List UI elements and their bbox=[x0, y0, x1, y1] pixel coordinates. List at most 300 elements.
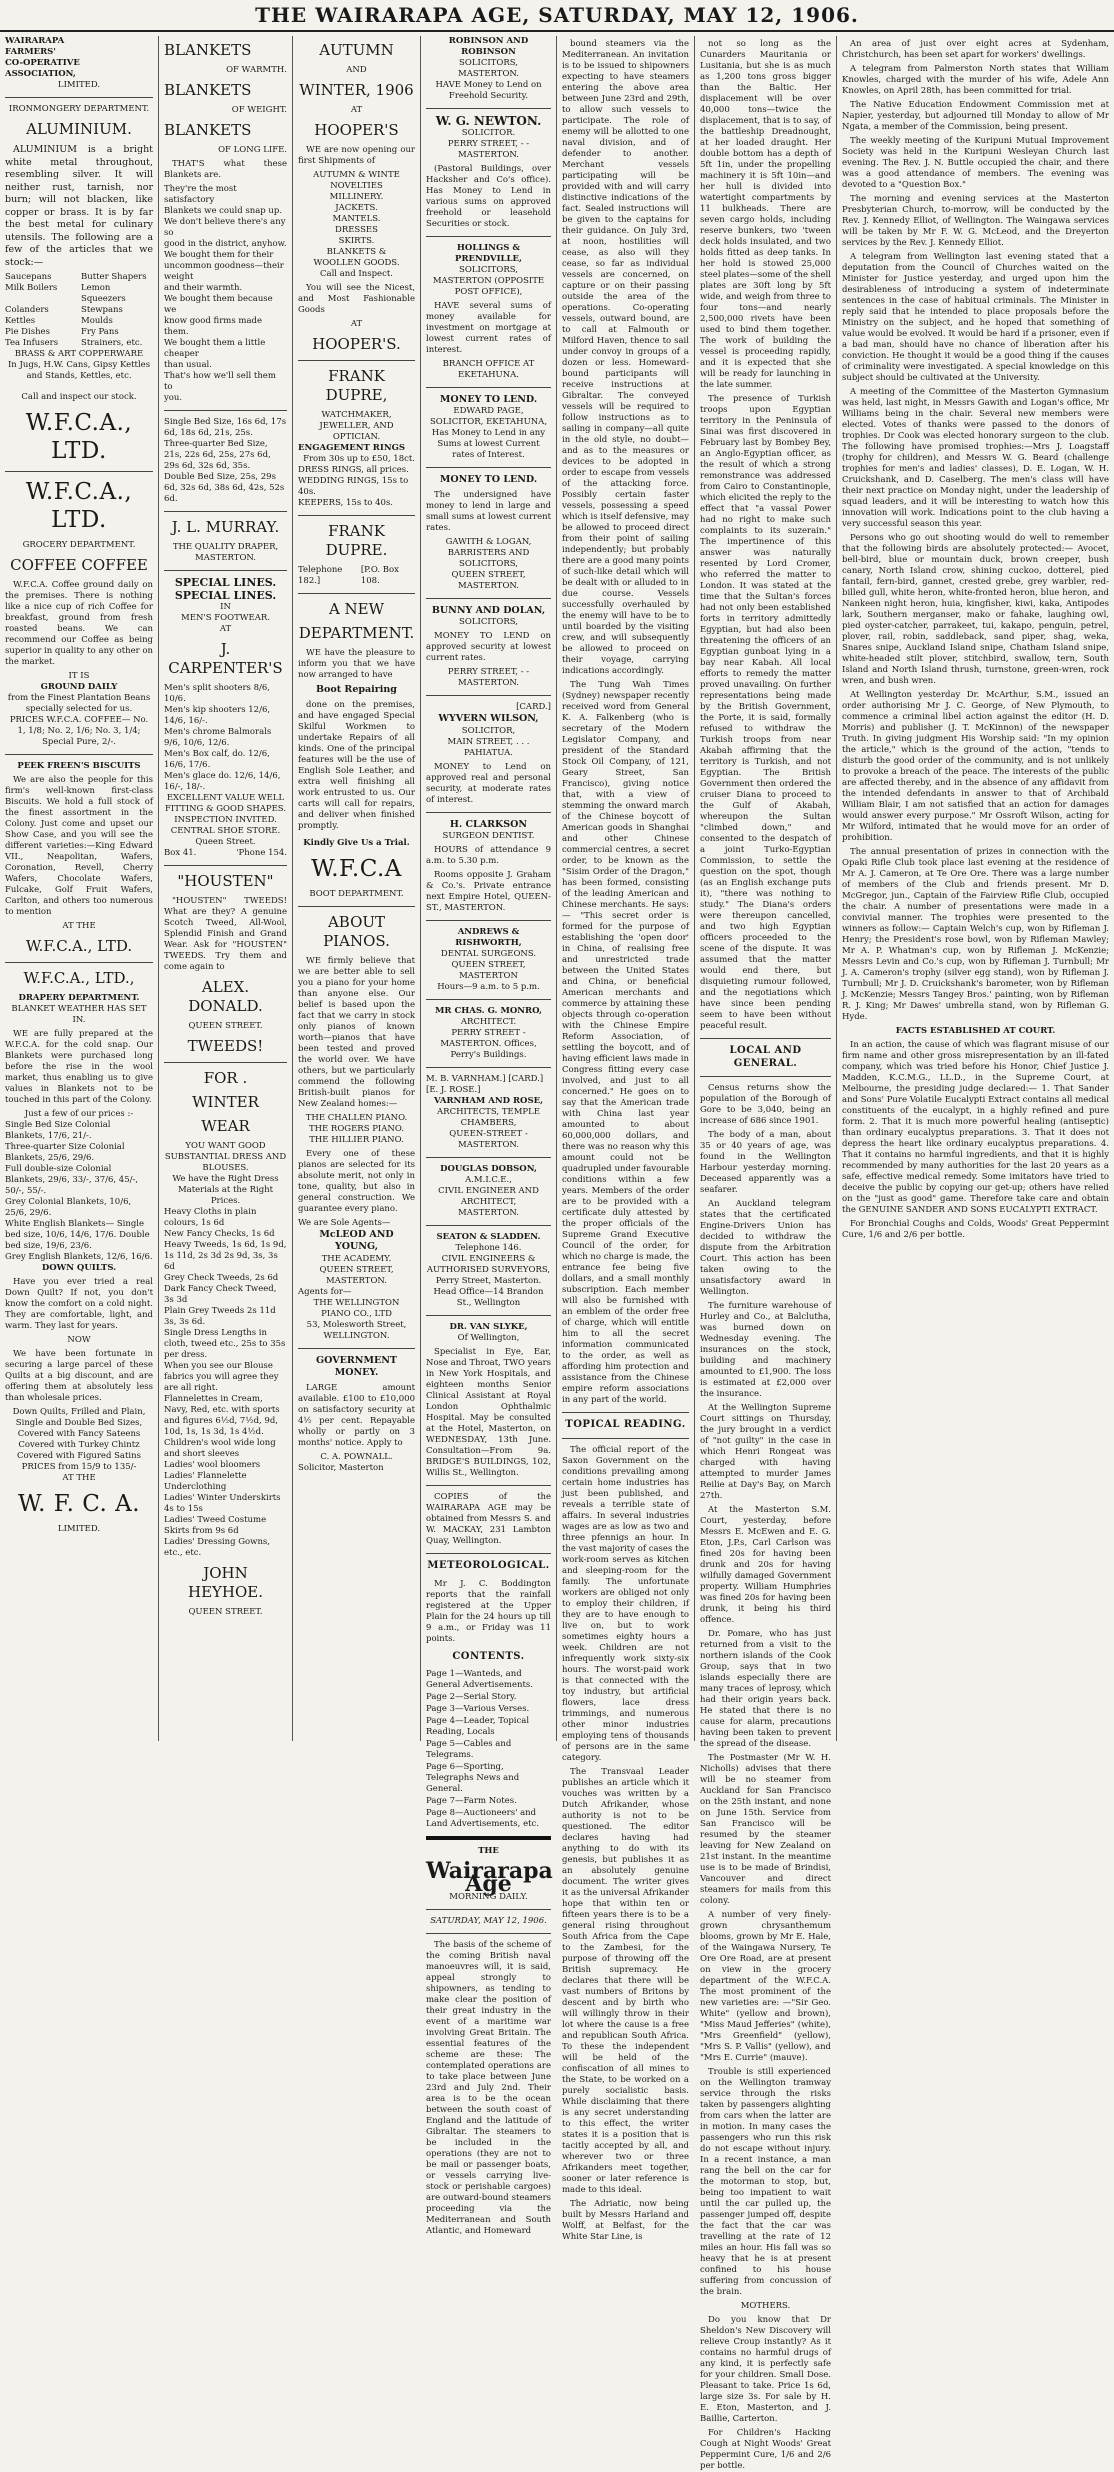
heyhoe-item: Ladies' wool bloomers bbox=[164, 1460, 261, 1470]
wfca-header-line: ASSOCIATION, bbox=[5, 69, 76, 79]
carpenter-heading: J. CARPENTER'S bbox=[168, 640, 283, 677]
weekly: The weekly meeting of the Kuripuni Mutual Improvement Society was held in the Kuripuni Wesleyan Church last evening. The Rev. J. N. Buttle occupied the chair, and there was a good attendance of members. The evening was devoted to a "Question Box." bbox=[842, 136, 1109, 190]
list-item: Pie Dishes bbox=[5, 327, 50, 337]
quilt-item: Covered with Turkey Chintz bbox=[18, 1440, 140, 1450]
at-the: AT THE bbox=[62, 921, 96, 931]
heyhoe-item: New Fancy Checks, 1s 6d bbox=[164, 1229, 275, 1239]
vanslyke-text: Specialist in Eye, Ear, Nose and Throat, TWO years in New York Hospitals, and eighteen months Senior Clinical Assistant at Royal London Ophthalmic Hospital. May be consulted at the Hotel, Masterton, on WEDNESDAY, 13th June. Consultation—From 9a. BRIDGE'S BUILDINGS, 102, Willis St., Wellington. bbox=[426, 1347, 551, 1478]
toc-item: Page 3—Various Verses. bbox=[426, 1704, 530, 1714]
blankets-1: BLANKETS bbox=[164, 41, 252, 59]
blanket-line: We bought them a little cheaper bbox=[164, 338, 266, 359]
body: The body of a man, about 35 or 40 years of age, was found in the Wellington Harbour yesterday morning. Deceased apparently was a seafarer. bbox=[700, 1130, 831, 1195]
list-item: Moulds bbox=[81, 316, 113, 326]
warmth: OF WARMTH. bbox=[226, 65, 287, 75]
rooms: Rooms opposite J. Graham & Co.'s. Private entrance next Empire Hotel, QUEEN-ST., MASTERTON. bbox=[426, 870, 551, 913]
column-3 bbox=[293, 36, 420, 1741]
blanket-line: Blankets we could snap up. bbox=[164, 206, 283, 216]
perry-2: PERRY STREET, - - MASTERTON. bbox=[447, 667, 530, 688]
hoopers: HOOPER'S bbox=[314, 121, 399, 139]
rob-text: HAVE Money to Lend on Freehold Security. bbox=[435, 80, 542, 101]
annual: The annual presentation of prizes in connection with the Opaki Rifle Club took place last evening at the residence of Mr A. J. Cameron, at Te Ore Ore. There was a large number of members of the Club and friends present. Mr D. McGregor, jun., Captain of the Fairview Rifle Club, occupied the chair. A number of presentations were made in a convivial manner. The trophies were presented to the winners as follow:— Captain Welch's cup, won by Rifleman J. Henry; the President's rose bowl, won by Rifleman Mawley; Mr A. P. Whatman's cup, won by Rifleman J. McKenzie; Messrs Levin and Co.'s cup, won by Rifleman J. Turnbull; Mr J. A. Cameron's trophy (silver egg stand), won by Rifleman J. Turnbull; Mr J. D. Cruickshank's barometer, won by Rifleman J. McKenzie; Messrs Tangey Bros.' painting, won by Rifleman R. J. King; Mr Dawes' umbrella stand, won by Rifleman G. Hyde. bbox=[842, 847, 1109, 1022]
quilt-prices: PRICES from 15/9 to 135/- bbox=[21, 1462, 137, 1472]
page-text: Has Money to Lend in any Sums at lowest Current rates of Interest. bbox=[431, 428, 546, 460]
native: The Native Education Endowment Commission met at Napier, yesterday, but adjourned till Monday to allow of Mr Ngata, a member of the Commission, being present. bbox=[842, 100, 1109, 132]
peek-heading: PEEK FREEN'S BISCUITS bbox=[17, 761, 141, 771]
heyhoe-item: Ladies' Winter Underskirts 4s to 15s bbox=[164, 1493, 281, 1514]
toc-item: Page 2—Serial Story. bbox=[426, 1692, 517, 1702]
branch: BRANCH OFFICE AT EKETAHUNA. bbox=[442, 358, 535, 380]
hollings: HOLLINGS & PRENDVILLE, bbox=[455, 242, 522, 264]
box-phone bbox=[164, 848, 287, 859]
coffee-heading: COFFEE COFFEE bbox=[10, 556, 148, 574]
winter-1906: WINTER, 1906 bbox=[299, 81, 414, 99]
tung-wah: The Tung Wah Times (Sydney) newspaper recently received word from General K. A. Falkenberg (who is secretary of the Modern Legislator Company, and president of the Standard Stock Oil Company, of 121, Geary Street, San Francisco), giving notice that, with a view of stemming the onward march of the Chinese boycott of American goods in Shanghai and other Chinese commercial centres, a secret order, to be known as the "Sisim Order of the Dragon," has been formed, consisting of the leading American and Chinese merchants. He says:— "This secret order is formed for the purpose of establishing the 'open door' in China, of realising free and unrestricted trade between the United States and China, or beneficial American merchants and commerce by attaining these objects through co-operation with the Chinese Empire Reform Association, of settling the boycott, and of having efficient laws made in Congress fitting every case involved, and just to all concerned." He goes on to say that the American trade with China last year amounted to about 60,000,000 dollars, and there was no reason why this amount could not be quadrupled under favourable conditions within a few years. Members of the order are to be provided with a certificate duly attested by the proper officials of the Supreme Grand Executive Council of the order, for which no charge is made, the entrance fee being five dollars, and a small monthly subscription. Each member will also be furnished with an emblem of the order free of charge, which will entitle him to all the secret information communicated to the order, as well as affording him protection and assistance from the Chinese empire reform associations in any part of the world. bbox=[562, 680, 689, 1405]
the: THE bbox=[478, 1846, 499, 1856]
shoe-item: Men's glace do. 12/6, 14/6, 16/-, 18/-. bbox=[164, 771, 281, 792]
furniture: The furniture warehouse of Hurley and Co., at Balclutha, was burned down on Wednesday evening. The insurances on the stock, building and machinery amounted to £1,900. The loss is estimated at £2,000 over the insurance. bbox=[700, 1301, 831, 1399]
heyhoe-item: Plain Grey Tweeds 2s 11d 3s, 3s 6d. bbox=[164, 1306, 276, 1327]
inspection: INSPECTION INVITED. bbox=[174, 815, 277, 825]
now-text: We have been fortunate in securing a large parcel of these Quilts at a big discount, and are offering them at absolutely less than wholesale prices. bbox=[5, 1349, 153, 1403]
wellington-piano: THE WELLINGTON PIANO CO., LTD bbox=[313, 1297, 400, 1319]
mcleod: McLEOD AND YOUNG, bbox=[319, 1228, 394, 1252]
heyhoe-item: Ladies' Dressing Gowns, etc., etc. bbox=[164, 1537, 270, 1558]
facts: FACTS ESTABLISHED AT COURT. bbox=[895, 1026, 1056, 1036]
piano-item: THE CHALLEN PIANO. bbox=[305, 1112, 408, 1123]
weight: OF WEIGHT. bbox=[231, 105, 287, 115]
queen-st: QUEEN STREET, MASTERTON. bbox=[451, 569, 526, 591]
perry: PERRY STREET, - - MASTERTON. bbox=[447, 138, 530, 160]
wfca-header-line: FARMERS' bbox=[5, 47, 56, 57]
blanket-line: We don't believe there's any so bbox=[164, 217, 286, 238]
peek-text: We are also the people for this firm's well-known first-class Biscuits. We hold a full stock of the finest assortment in the Colony. Just come and upset our Show Case, and you will see the different varieties:—King Edward VII., Neapolitan, Wafers, Coronation, Revell, Cherry Wafers, Chocolate Wafers, Fulcake, Golf Fruit Wafers, Carlton, and others too numerous to mention bbox=[5, 775, 153, 917]
quilt-item: Down Quilts, Frilled and Plain, Single and Double Bed Sizes, bbox=[12, 1407, 146, 1428]
copies: COPIES of the WAIRARAPA AGE may be obtained from Messrs S. and W. MACKAY, 231 Lambton Quay, Wellington. bbox=[426, 1492, 551, 1546]
piano-item: THE ROGERS PIANO. bbox=[308, 1123, 405, 1134]
tel-box bbox=[298, 565, 415, 587]
trouble: Trouble is still experienced on the Wellington tramway service through the risks taken by passengers alighting from cars when the latter are in motion. In many cases the passengers who run this risk do not escape without injury. In a recent instance, a man rang the bell on the car for the motorman to stop, but, being too impatient to wait until the car pulled up, the passenger jumped off, despite the fact that the car was travelling at the rate of 12 miles an hour. His fall was so heavy that he is at present confined to his house suffering from concussion of the brain. bbox=[700, 2067, 831, 2297]
nicest: You will see the Nicest, and Most Fashionable Goods bbox=[298, 283, 415, 315]
toc-item: Page 6—Sporting, Telegraphs News and General. bbox=[426, 1762, 520, 1794]
govt-money: GOVERNMENT MONEY. bbox=[316, 1354, 397, 1378]
blanket-weather: BLANKET WEATHER HAS SET IN. bbox=[11, 1004, 147, 1025]
brass-heading: BRASS & ART COPPERWARE bbox=[14, 349, 144, 359]
varnham-card: M. B. VARNHAM.] [CARD.] [E. J. ROSE.] bbox=[426, 1074, 544, 1095]
down-text: Have you ever tried a real Down Quilt? If not, you don't know the comfort on a cold night. They are comfortable, light, and warm. They last for years. bbox=[5, 1277, 153, 1331]
for: FOR . bbox=[203, 1069, 248, 1087]
bronchial: For Bronchial Coughs and Colds, Woods' Great Peppermint Cure, 1/6 and 2/6 per bottle. bbox=[842, 1219, 1109, 1240]
heyhoe-item: Ladies' Flannelette Underclothing bbox=[164, 1471, 247, 1492]
pownall: C. A. POWNALL. bbox=[320, 1451, 393, 1462]
solicitor: Solicitor, Masterton bbox=[298, 1462, 384, 1473]
money-1: MONEY TO LEND. bbox=[439, 393, 538, 405]
list-item: Stewpans bbox=[81, 305, 123, 315]
list-item: Colanders bbox=[5, 305, 49, 315]
wellington-tel: A telegram from Wellington last evening stated that a deputation from the Council of Churches waited on the Minister for Justice yesterday, and urged upon him the desirableness of introducing a system of indeterminate sentences in the case of habitual criminals. The Minister in reply said that he intended to place proposals before the Ministry on the subject, and he hoped that something of value would be evolved. It would be hard if a prisoner, even if a bad man, should have no chance of liberation after his conviction. He thought it would be a good thing if the causes of criminality were investigated. A special knowledge on this subject should be cultivated at the University. bbox=[842, 252, 1109, 383]
telegram: A telegram from Palmerston North states that William Knowles, charged with the murder of his wife, Adele Ann Knowles, on April 28th, has been committed for trial. bbox=[842, 64, 1109, 96]
naval-cont: bound steamers via the Mediterranean. An invitation is to be issued to shipowners expecting to have steamers entering the above area between June 23rd and 29th, to allow such vessels to participate. The role of enemy will be allotted to one naval division, and of defender to another. Merchant vessels participating will be provided with and will carry distinctive indications of the fact. Sealed instructions will be given to the captains for their guidance. On July 3rd, at noon, hostilities will cease, as also will they cease, so far as individual vessels are concerned, on capture or on their passing outside the area of the operations. Co-operating vessels, outward bound, are to call at Falmouth or Milford Haven, thence to sail under convoy in groups of a dozen or less. Homeward-bound participants will receive instructions at Gibraltar. The conveyed vessels will be required to follow instructions as to sailing in company—all quite in the old style, no doubt—and as to the measures or devices to be adopted in order to escape from vessels of the attacking force. Possibly certain faster vessels, possessing a speed which is itself defensive, may be allowed to proceed direct from their point of sailing independently; but probably there are a good many points of such-like detail which will be dealt with or alluded to in due course. Vessels successfully overhauled by the enemy will have to be to until boarded by the visiting crew, and will subsequently be allowed to proceed on their voyage, carrying indications accordingly. bbox=[562, 39, 689, 676]
few-prices: Just a few of our prices :- bbox=[24, 1109, 134, 1119]
toc-item: Page 1—Wanteds, and General Advertisements. bbox=[426, 1669, 533, 1690]
area: An area of just over eight acres at Sydenham, Christchurch, has been set apart for workers' dwellings. bbox=[842, 39, 1109, 60]
down-quilts: DOWN QUILTS. bbox=[41, 1263, 117, 1273]
ground-daily: GROUND DAILY bbox=[40, 682, 118, 692]
goods-item: SKIRTS. bbox=[338, 236, 375, 246]
heyhoe-item: Flannelettes in Cream, Navy, Red, etc. with sports and figures 6½d, 7½d, 9d, 10d, 1s, 1s 3d, 1s 4½d. bbox=[164, 1394, 280, 1437]
facts-text: In an action, the cause of which was flagrant misuse of our firm name and other gross misrepresentation by an ill-fated company, which was tried before his Honor, Chief Justice J. Madden, K.C.M.G., LL.D., in the Supreme Court, at Melbourne, the presiding judge declared:— 1. That Sander and Sons' Pure Volatile Eucalypti Extract contains all medical constituents of the eucalypt, in a highly refined and pure form. 2. That it is much more powerful healing (antiseptic) than ordinary eucalyptus preparations. 3. That it does not depress the heart like ordinary eucalyptus preparations. 4. That it contains no harmful ingredients, and that it is highly recommended by many authorities for the last 20 years as a safe, effective medical remedy. Some imitators have tried to deceive the public by copying our get-up; others have relied on the "just as good" game. Therefore take care and obtain the GENUINE SANDER AND SONS EUCALYPTI EXTRACT. bbox=[842, 1040, 1109, 1215]
seaton-tel: Telephone 146. bbox=[455, 1243, 522, 1253]
goods-item: MILLINERY. bbox=[329, 192, 384, 202]
dobson: DOUGLAS DOBSON, bbox=[440, 1164, 537, 1174]
dress-rings: DRESS RINGS, all prices. bbox=[298, 465, 409, 475]
tweeds: TWEEDS! bbox=[187, 1037, 264, 1055]
excellent: EXCELLENT VALUE WELL FITTING & GOOD SHAPES. bbox=[164, 793, 287, 814]
newton-text: (Pastoral Buildings, over Hacksher and Co's office). Has Money to Lend in various sums on approved freehold or leasehold Securities or stock. bbox=[426, 163, 551, 229]
masterton-court: At the Masterton S.M. Court, yesterday, before Messrs E. McEwen and E. G. Eton, J.P.s, Carl Carlson was fined 20s for having been drunk and 20s for having wilfully damaged Government property. William Humphries was fined 20s for having been drunk, it being his third offence. bbox=[700, 1505, 831, 1625]
page-sol: SOLICITOR, EKETAHUNA, bbox=[429, 417, 548, 427]
gymnasium: A meeting of the Committee of the Masterton Gymnasium was held, last night, in Messrs Gawith and Logan's office, Mr Williams being in the chair. Several new members were elected. Votes of thanks were passed to the donors of trophies. Dr Cook was elected honorary surgeon to the club. The following have promised trophies:—Mrs J. Loagstaff (trophy for children), and Messrs W. G. Beard (challenge trophies for men's and ladies' classes), D. E. Logan, W. H. Cruickshank, and D. Caselberg. The men's class will have their next practice on Monday night, under the leadership of squad leaders, and it will be interesting to watch how this innovation will work. Indications point to the club having a very successful season this year. bbox=[842, 387, 1109, 529]
heyhoe-item: Single Dress Lengths in cloth, tweed etc., 25s to 35s per dress. bbox=[164, 1328, 286, 1360]
monro-addr: PERRY STREET - MASTERTON. Offices, Perry's Buildings. bbox=[440, 1028, 537, 1060]
wyvern-text: MONEY to Lend on approved real and personal security, at moderate rates of interest. bbox=[426, 761, 551, 805]
wfca-drapery: W.F.C.A., LTD., bbox=[23, 969, 135, 987]
piano-item: THE HILLIER PIANO. bbox=[309, 1134, 404, 1145]
eng-price: From 30s up to £50, 18ct. bbox=[303, 454, 415, 464]
blankets-2: BLANKETS bbox=[164, 81, 252, 99]
academy: THE ACADEMY. bbox=[321, 1253, 392, 1264]
at: AT bbox=[219, 624, 232, 634]
column-2 bbox=[159, 36, 292, 1741]
list-item: Saucepans bbox=[5, 272, 52, 282]
blanket-line: We bought them because we bbox=[164, 294, 273, 315]
andrews: ANDREWS & RISHWORTH, bbox=[455, 927, 522, 948]
card: [CARD.] bbox=[516, 702, 551, 712]
leader-text: The basis of the scheme of the coming British naval manoeuvres will, it is said, appeal strongly to shipowners, as tending to make clear the position of their great industry in the event of a maritime war involving Great Britain. The essential features of the scheme are these: The contemplated operations are to take place between June 23rd and July 2nd. Their area is to be the ocean between the south coast of England and the latitude of Gibraltar. The steamers to be included in the operations (they are not to be mail or passenger boats, or vessels carrying live-stock or perishable cargoes) are outward-bound steamers proceeding via the Mediterranean and South Atlantic, and Homeward bbox=[426, 1940, 551, 2236]
column-6 bbox=[695, 36, 836, 2471]
architect: ARCHITECT. bbox=[460, 1017, 517, 1027]
morning-daily: MORNING DAILY. bbox=[449, 1892, 528, 1902]
watchmaker: WATCHMAKER, JEWELLER, AND OPTICIAN. bbox=[319, 410, 394, 442]
dental: DENTAL SURGEONS. bbox=[440, 949, 537, 959]
queen-street: Queen Street. bbox=[195, 837, 256, 847]
meteor-heading: METEOROLOGICAL. bbox=[427, 1560, 550, 1571]
size-line: Single Bed Size, 16s 6d, 17s 6d, 18s 6d, 21s, 25s. bbox=[164, 417, 287, 438]
wellington: WELLINGTON. bbox=[323, 1330, 390, 1341]
toc-item: Page 5—Cables and Telegrams. bbox=[426, 1739, 512, 1760]
price-item: Three-quarter Size Colonial Blankets, 25/6, 29/6. bbox=[5, 1142, 125, 1163]
blanket-line: than usual. bbox=[164, 360, 212, 370]
dupre-2: FRANK DUPRE. bbox=[325, 522, 388, 559]
hours: HOURS of attendance 9 a.m. to 5.30 p.m. bbox=[426, 845, 551, 866]
sessions: At the Wellington Supreme Court sittings on Thursday, the jury brought in a verdict of "not guilty" in the case in which Henri Rongeat was charged with having attempted to murder James Reilie at Day's Bay, on March 27th. bbox=[700, 1403, 831, 1501]
donald-heading: ALEX. DONALD. bbox=[188, 978, 263, 1015]
iron-dept: IRONMONGERY DEPARTMENT. bbox=[8, 104, 150, 114]
telephone: Telephone 182.] bbox=[298, 565, 343, 586]
quilt-item: Covered with Figured Satins bbox=[17, 1451, 141, 1461]
right: We have the Right Dress Materials at the Right Prices. bbox=[172, 1174, 279, 1206]
aluminium-heading: ALUMINIUM. bbox=[26, 120, 132, 138]
wfca-ltd: W.F.C.A., LTD. bbox=[25, 410, 133, 464]
it-is: IT IS bbox=[68, 671, 90, 681]
goods-item: NOVELTIES bbox=[330, 181, 383, 191]
chrysanth: A number of very finely-grown chrysanthemum blooms, grown by Mr E. Hale, of the Waingawa Nursery, Te Ore Ore Road, are at present on view in the grocery department of the W.F.C.A. The most prominent of the new varieties are: —"Sir Geo. White" (yellow and brown), "Miss Maud Jefferies" (white), "Mrs Greenfield" (yellow), "Mrs S. P. Vallis" (yellow), and "Mrs E. Currie" (mauve). bbox=[700, 1910, 831, 2063]
price-item: Single Bed Size Colonial Blankets, 17/6, 21/-. bbox=[5, 1120, 111, 1141]
agents: We are Sole Agents— bbox=[298, 1217, 391, 1228]
and: AND bbox=[346, 65, 367, 75]
solicitor: SOLICITOR. bbox=[461, 127, 516, 138]
list-item: Butter Shapers bbox=[81, 272, 147, 282]
molesworth: 53, Molesworth Street, bbox=[306, 1319, 407, 1330]
call-text: Call and inspect our stock. bbox=[21, 392, 137, 402]
toc-item: Page 7—Farm Notes. bbox=[426, 1796, 517, 1806]
queen-st-3: QUEEN-STREET - MASTERTON. bbox=[449, 1129, 528, 1150]
hacking: For Children's Hacking Cough at Night Woods' Great Peppermint Cure, 1/6 and 2/6 per bottle. bbox=[700, 2428, 831, 2471]
murray-heading: J. L. MURRAY. bbox=[171, 518, 280, 536]
list-item: Strainers, etc. bbox=[81, 338, 143, 348]
local-heading: LOCAL AND GENERAL. bbox=[729, 1045, 802, 1069]
list-item: Kettles bbox=[5, 316, 36, 326]
in: IN bbox=[220, 602, 231, 612]
solicitor-2: SOLICITOR, bbox=[461, 725, 516, 736]
hollings-addr: MASTERTON (OPPOSITE POST OFFICE), bbox=[432, 275, 545, 297]
heyhoe-item: Children's wool wide long and short sleeves bbox=[164, 1438, 276, 1459]
heyhoe-item: Grey Check Tweeds, 2s 6d bbox=[164, 1273, 279, 1283]
dupre: FRANK DUPRE, bbox=[325, 367, 388, 404]
boot-repairing: Boot Repairing bbox=[316, 684, 397, 695]
housten-text: "HOUSTEN" TWEEDS! What are they? A genuine Scotch Tweed, All-Wool, Splendid Finish and Grand Wear. Ask for "HOUSTEN" TWEEDS. Try them and come again to bbox=[164, 896, 287, 972]
coffee-text: W.F.C.A. Coffee ground daily on the premises. There is nothing like a nice cup of rich Coffee for breakfast, ground from fresh roasted beans. We can recommend our Coffee as being superior in quality to any other on the market. bbox=[5, 580, 153, 667]
at-the-2: AT THE bbox=[62, 1473, 96, 1483]
agents-for: Agents for— bbox=[298, 1286, 352, 1297]
turkish: The presence of Turkish troops upon Egyptian territory in the Peninsula of Sinai was first discovered in February last by Bombey Bey, an Anglo-Egyptian officer, as the result of which a strong remonstrance was addressed from Cairo to Constantinople, which elicited the reply to the effect that "a vassal Power had no right to make such complaints to its suzerain." The impertinence of this answer was naturally resented by Lord Cromer, who referred the matter to London. It was stated at the time that the Sultan's forces had not only been established forts in territory admittedly Egyptian, but had also been threatening the officers of an Egyptian gunboat lying in a bay near Kabah. All local efforts to remedy the matter proved unavailing. On further representations being made by the British Government, the Porte, it is said, formally refused to withdraw the Turkish troops from near Akabah affirming that the territory is Turkish, and not Egyptian. The British Government then ordered the cruiser Diana to proceed to the Gulf of Akabah, whereupon the Sultan "climbed down," and consented to the despatch of a joint Turko-Egyptian Commission, to settle the question on the spot, though (as an English exchange puts it), "there was nothing to study." The Diana's orders were thereupon cancelled, and two high Egyptian officers proceeded to the scene of the dispute. It was assumed that the matter would end there, but disquieting rumour followed, and the negotiations which have since been pending seem to have been without peaceful result. bbox=[700, 394, 831, 1031]
central-shoe: CENTRAL SHOE STORE. bbox=[170, 826, 281, 836]
blanket-line: They're the most satisfactory bbox=[164, 184, 237, 205]
size-line: Three-quarter Bed Size, 21s, 22s 6d, 25s, 27s 6d, 29s 6d, 32s 6d, 35s. bbox=[164, 439, 271, 471]
wfca-header-line: LIMITED. bbox=[57, 80, 101, 90]
sm-court: At Wellington yesterday Dr. McArthur, S.M., issued an order authorising Mr J. C. George, of New Plymouth, to commence a criminal libel action against the editor (H. D. Morris) and publisher (J. T. McKinnon) of the newspaper Truth. In giving judgment His Worship said: "In my opinion the article," which is the ground of the action, "tends to disturb the good order of the community, and is not unlikely to provoke a breach of the peace. The interests of the public are affected thereby, and in the absence of any affidavit from the intended defendants in answer to that of Archibald William Blair, I am not satisfied that an action for damages would answer every purpose." Mr Ossroft Wilson, acting for Mr Wilford, intimated that he would move for an order of prohibition. bbox=[842, 690, 1109, 843]
po-box: [P.O. Box 108. bbox=[360, 565, 399, 586]
clarkson: H. CLARKSON bbox=[449, 818, 528, 830]
solicitors-2: SOLICITORS, bbox=[459, 264, 518, 275]
blanket-line: you. bbox=[164, 393, 183, 403]
engagement: ENGAGEMENT RINGS bbox=[298, 443, 405, 453]
a-new: A NEW bbox=[328, 600, 385, 618]
column-5 bbox=[557, 36, 694, 2242]
heyhoe-heading: JOHN HEYHOE. bbox=[187, 1564, 264, 1601]
mens-footwear: MEN'S FOOTWEAR. bbox=[181, 613, 270, 623]
topical-text: The official report of the Saxon Government on the conditions prevailing among certain home industries has just been published, and reveals a terrible state of affairs. In several industries wages are as low as two and three pfennigs an hour. In the vast majority of cases the work-room serves as kitchen and sleeping-room for the family. The unfortunate workers are obliged not only to employ their children, if they are to have enough to live on, but to work sometimes eighty hours a week. Children are not infrequently work sixty-six hours. The worst-paid work is that connected with the toy industry, but artificial flowers, lace dress trimmings, and numerous other minor industries employing tens of thousands of persons are in the same category. bbox=[562, 1444, 689, 1763]
wfca-ltd-2: W.F.C.A., LTD. bbox=[25, 479, 133, 533]
goods-item: AUTUMN & WINTE bbox=[313, 170, 400, 180]
civil: CIVIL ENGINEER AND ARCHITECT, bbox=[438, 1186, 539, 1207]
price-item: Grey Colonial Blankets, 10/6, 25/6, 29/6. bbox=[5, 1197, 132, 1218]
heyhoe-item: Heavy Tweeds, 1s 6d, 1s 9d, 1s 11d, 2s 3d 2s 9d, 3s, 3s 6d bbox=[164, 1240, 287, 1272]
goods-item: MANTELS. bbox=[332, 214, 381, 224]
at-2: AT bbox=[350, 319, 363, 329]
wedding: WEDDING RINGS, 15s to 40s. bbox=[298, 476, 409, 497]
queen-st: QUEEN STREET. bbox=[188, 1021, 263, 1031]
blanket-line: good in the district, anyhow. bbox=[164, 239, 287, 249]
blanket-line: We bought them for their uncommon goodness—their weight bbox=[164, 250, 284, 282]
morning: The morning and evening services at the Masterton Presbyterian Church, to-morrow, will be conducted by the Rev. J. Kennedy Elliot, of Wellington. The Waingawa services will be taken by Mr F. W. G. McLeod, and the Dreyerton services by the Rev. J. Kennedy Elliot. bbox=[842, 194, 1109, 248]
winter: WINTER bbox=[192, 1093, 259, 1111]
wear: WEAR bbox=[201, 1117, 250, 1135]
auckland: An Auckland telegram states that the certificated Engine-Drivers Union has decided to withdraw the dispute from the Arbitration Court. This action has been taken owing to the unsatisfactory award in Wellington. bbox=[700, 1199, 831, 1297]
wfca: W.F.C.A bbox=[311, 855, 402, 882]
heyhoe-item: Heavy Cloths in plain colours, 1s 6d bbox=[164, 1207, 257, 1228]
phone-number: 'Phone 154. bbox=[236, 848, 287, 858]
wfca-header-line: WAIRARAPA bbox=[5, 36, 65, 46]
masterton-2: MASTERTON. bbox=[457, 1208, 520, 1218]
aluminium-text: ALUMINIUM is a bright white metal throughout, resembling silver. It will neither rust, tarnish, nor burn; will not blacken, like copper or brass. It is by far the best metal for culinary utensils. The following are a few of the articles that we stock:— bbox=[5, 144, 153, 268]
price-item: Grey English Blankets, 12/6, 16/6. bbox=[5, 1252, 153, 1262]
box-number: Box 41. bbox=[164, 848, 197, 858]
bunny-text: MONEY TO LEND on approved security at lowest current rates. bbox=[426, 631, 551, 663]
list-item: Tea Infusers bbox=[5, 338, 59, 348]
blanket-line: know good firms made them. bbox=[164, 316, 262, 337]
money-2: MONEY TO LEND. bbox=[439, 474, 538, 485]
queen: QUEEN STREET, MASTERTON. bbox=[319, 1264, 394, 1286]
surgeon: SURGEON DENTIST. bbox=[442, 831, 535, 841]
solicitors: SOLICITORS, bbox=[459, 58, 518, 68]
goods-item: DRESSES bbox=[335, 225, 378, 235]
hollings-text: HAVE several sums of money available for investment on mortgage at lowest current rates of interest. bbox=[426, 300, 551, 355]
pomare: Dr. Pomare, who has just returned from a visit to the northern islands of the Cook Group, says that in two islands especially there are many traces of leprosy, which had their origin years back. He stated that there is no cause for alarm, precautions having been taken to prevent the spread of the disease. bbox=[700, 1629, 831, 1749]
coffee-prices: PRICES W.F.C.A. COFFEE— No. 1, 1/8; No. 2, 1/6; No. 3, 1/4; Special Pure, 2/-. bbox=[9, 715, 149, 747]
shooting: Persons who go out shooting would do well to remember that the following birds are absolutely protected:— Avocet, bell-bird, blue or mountain duck, brown creeper, bush canary, North Island crow, shining cuckoo, dotterel, pied fantail, fern-bird, gannet, crested grebe, grey warbler, red-billed gull, white heron, white-fronted heron, blue heron, and Nankeen night heron, huia, kingfisher, kiwi, kaka, Antipodes lark, Southern merganser, mako or fahake, laughing owl, pied oyster-catcher, parrakeet, tui, kakapo, penguin, petrel, plover, rail, robin, saddleback, sand piper, shag, weka, Snares snipe, Auckland Island snipe, Chatham Island snipe, white-headed stilt plover, stitchbird, swallow, tern, South Island and North Island thrush, turnstone, green-wren, rock wren, and bush wren. bbox=[842, 533, 1109, 686]
masterton: MASTERTON. bbox=[457, 69, 520, 79]
keepers: KEEPERS, 15s to 40s. bbox=[298, 498, 394, 508]
hoopers-2: HOOPER'S. bbox=[312, 335, 401, 353]
column-1 bbox=[0, 36, 158, 1741]
seaton: SEATON & SLADDEN. bbox=[436, 1232, 541, 1242]
gawith-text: The undersigned have money to lend in large and small sums at lowest current rates. bbox=[426, 489, 551, 533]
column-7 bbox=[837, 36, 1114, 1741]
list-item: Milk Boilers bbox=[5, 283, 58, 293]
guarantee: Every one of these pianos are selected for its absolute merit, not only in tone, quality, but also in general construction. We guarantee every piano. bbox=[298, 1148, 415, 1214]
page: EDWARD PAGE, bbox=[453, 406, 524, 416]
topical-heading: TOPICAL READING. bbox=[565, 1419, 686, 1430]
age-title: Wairarapa Age bbox=[426, 1858, 553, 1897]
price-item: White English Blankets— Single bed size, 10/6, 14/6, 17/6. Double bed size, 19/6, 23/6. bbox=[5, 1219, 150, 1251]
blankets-3: BLANKETS bbox=[164, 121, 252, 139]
want: YOU WANT GOOD SUBSTANTIAL DRESS AND BLOUSES. bbox=[164, 1141, 287, 1173]
list-item: Fry Pans bbox=[81, 327, 119, 337]
robinson: ROBINSON AND ROBINSON bbox=[448, 36, 529, 57]
masterton: MASTERTON. bbox=[194, 553, 257, 563]
main: MAIN STREET, . . . PAHIATUA. bbox=[447, 736, 530, 758]
shoe-item: Men's chrome Balmorals 9/6, 10/6, 12/6. bbox=[164, 727, 272, 748]
queen-st-2: QUEEN STREET, MASTERTON bbox=[451, 960, 526, 981]
issue-date: SATURDAY, MAY 12, 1906. bbox=[430, 1916, 547, 1926]
opening: WE are now opening our first Shipments of bbox=[298, 145, 415, 166]
heyhoe-item: Ladies' Tweed Costume Skirts from 9s 6d bbox=[164, 1515, 267, 1536]
items-list bbox=[5, 272, 153, 349]
long-life: OF LONG LIFE. bbox=[218, 145, 287, 155]
column-4 bbox=[421, 36, 556, 2236]
boot-dept: BOOT DEPARTMENT. bbox=[309, 888, 404, 899]
what-text: THAT'S what these Blankets are. bbox=[164, 159, 287, 180]
housten-heading: "HOUSTEN" bbox=[177, 872, 274, 890]
shoe-item: Men's Box calf, do. 12/6, 16/6, 17/6. bbox=[164, 749, 270, 770]
wfca-final: W. F. C. A. bbox=[17, 1491, 141, 1517]
vanslyke: DR. VAN SLYKE, bbox=[449, 1322, 528, 1332]
repair-text-2: done on the premises, and have engaged Special Skilful Workmen to undertake Repairs of all kinds. One of the principal features will be the use of English Sole Leather, and extra well finishing all work entrusted to us. Our carts will call for repairs, and deliver when finished promptly. bbox=[298, 699, 415, 831]
about-pianos: ABOUT PIANOS. bbox=[323, 912, 390, 950]
wyvern: WYVERN WILSON, bbox=[438, 713, 539, 724]
barristers: BARRISTERS AND SOLICITORS, bbox=[447, 547, 530, 569]
kindly: Kindly Give Us a Trial. bbox=[303, 837, 410, 848]
meteor-text: Mr J. C. Boddington reports that the rainfall registered at the Upper Plain for the 24 hours up till 9 a.m., or Friday was 11 points. bbox=[426, 1578, 551, 1644]
repair-text: WE have the pleasure to inform you that we have now arranged to have bbox=[298, 648, 415, 680]
postmaster: The Postmaster (Mr W. H. Nicholls) advises that there will be no steamer from Auckland for San Francisco on the 25th instant, and none on June 15th. Service from San Francisco will be resumed by the steamer leaving for New Zealand on 21st instant. In the meantime use is to be made of Brindisi, Vancouver and direct steamers for mails from this colony. bbox=[700, 1753, 831, 1906]
list-item: Lemon Squeezers bbox=[81, 283, 126, 304]
shoe-item: Men's kip shooters 12/6, 14/6, 16/-. bbox=[164, 705, 271, 726]
goods-item: JACKETS. bbox=[335, 203, 378, 213]
beans: from the Finest Plantation Beans specially selected for us. bbox=[7, 693, 151, 714]
blanket-line: and their warmth. bbox=[164, 283, 243, 293]
masthead: THE WAIRARAPA AGE, SATURDAY, MAY 12, 1906. bbox=[0, 0, 1114, 32]
grocery-dept: GROCERY DEPARTMENT. bbox=[22, 540, 136, 550]
adriatic: The Adriatic, now being built by Messrs Harland and Wolff, at Belfast, for the White Star Line, is bbox=[562, 2198, 689, 2242]
contents-heading: CONTENTS. bbox=[452, 1650, 525, 1662]
wfca-ltd-3: W.F.C.A., LTD. bbox=[25, 937, 133, 955]
seaton-addr: Perry Street, Masterton. Head Office—14 Brandon St., Wellington bbox=[433, 1276, 544, 1308]
transvaal: The Transvaal Leader publishes an article which it vouches was written by a Dutch Afrikander, whose authority is not to be questioned. The editor declares having had anything to do with its genesis, but publishes it as an absolutely genuine document. The writer gives it as the universal Afrikander hope that within ten or fifteen years there is to be a general rising throughout South Africa from the Cape to the Zambesi, for the purpose of throwing off the British supremacy. He declares that there will be vast numbers of Britons by descent and by birth who will willingly throw in their lot where the cause is a free and republican South Africa. To these the independent will be held of the confiscation of all mines to the State, to be worked on a purely socialistic basis. While disclaiming that there is any secret understanding to this effect, the writer states it is a position that is tacitly accepted by all, and wherever two or three Afrikanders meet together, sooner or later reference is made to this ideal. bbox=[562, 1766, 689, 2195]
piano-text: WE firmly believe that we are better able to sell you a piano for your home than anyone else. Our belief is based upon the fact that we carry in stock only pianos of known worth—pianos that have been tested and proved the world over. We have others, but we particularly commend the following British-built pianos for New Zealand homes:— bbox=[298, 955, 415, 1109]
shoe-item: Men's split shooters 8/6, 10/6. bbox=[164, 683, 270, 704]
sheldon: Do you know that Dr Sheldon's New Discovery will relieve Croup instantly? As it contains no harmful drugs of any kind, it is perfectly safe for your children. Small Dose. Pleasant to take. Price 1s 6d, large size 3s. For sale by H. E. Eton, Masterton, and J. Baillie, Carterton. bbox=[700, 2315, 831, 2424]
heyhoe-item: When you see our Blouse fabrics you will agree they are all right. bbox=[164, 1361, 279, 1393]
limited: LIMITED. bbox=[57, 1524, 101, 1534]
census: Census returns show the population of the Borough of Gore to be 3,040, being an increase of 686 since 1901. bbox=[700, 1083, 831, 1126]
vanslyke-of: Of Wellington, bbox=[457, 1333, 520, 1343]
seaton-text: CIVIL ENGINEERS & AUTHORISED SURVEYORS, bbox=[426, 1254, 551, 1275]
at: AT bbox=[350, 105, 363, 115]
amice: A.M.I.C.E., bbox=[465, 1175, 512, 1185]
toc-item: Page 4—Leader, Topical Reading, Locals bbox=[426, 1716, 530, 1737]
brass-text: In Jugs, H.W. Cans, Gipsy Kettles and Stands, Kettles, etc. bbox=[7, 360, 151, 381]
size-line: Double Bed Size, 25s, 29s 6d, 32s 6d, 38s 6d, 42s, 52s 6d. bbox=[164, 472, 285, 504]
blanket-text: WE are fully prepared at the W.F.C.A. for the cold snap. Our Blankets were purchased long before the rise in the wool market, thus enabling us to give values in Blankets not to be touched in this part of the Colony. bbox=[5, 1029, 153, 1105]
wfca-header-line: CO-OPERATIVE bbox=[5, 58, 80, 68]
hours-2: Hours—9 a.m. to 5 p.m. bbox=[437, 982, 540, 992]
govt-text: LARGE amount available. £100 to £10,000 on satisfactory security at 4½ per cent. Repayable wholly or partly on 3 months' notice. Apply to bbox=[298, 1382, 415, 1448]
architects: ARCHITECTS, TEMPLE CHAMBERS, bbox=[437, 1107, 540, 1128]
quilt-item: Covered with Fancy Sateens bbox=[17, 1429, 141, 1439]
blanket-line: That's how we'll sell them to bbox=[164, 371, 276, 392]
adriatic-cont: not so long as the Cunarders Mauritania or Lusitania, but she is as much as 1,200 tons gross bigger than the Baltic. Her displacement will be over 40,000 tons—twice the displacement, that is to say, of the battleship Dreadnought, at her loaded draught. Her double bottom has a depth of 5ft 1in, under the propelling machinery it is 5ft 10in—and her hull is divided into watertight compartments by 11 bulkheads. There are seven cargo holds, including reserve bunkers, two 'tween deck holds insulated, and two holds fitted as deep tanks. In her hold is stowed 25,000 steel plates—some of the shell plates are 30ft long by 5ft wide, and weigh from three to four tons—and nearly 2,500,000 rivets have been used to bind them together. The work of building the vessel is proceeding rapidly, and it is expected that she will be ready for launching in the late summer. bbox=[700, 39, 831, 390]
solicitors-3: SOLICITORS, bbox=[459, 617, 518, 627]
bunny: BUNNY AND DOLAN, bbox=[431, 604, 546, 616]
gawith: GAWITH & LOGAN, bbox=[445, 536, 532, 547]
newton: W. G. NEWTON. bbox=[435, 114, 542, 128]
autumn: AUTUMN bbox=[319, 41, 394, 59]
call-inspect: Call and Inspect. bbox=[320, 269, 393, 279]
mothers: MOTHERS. bbox=[740, 2301, 791, 2311]
toc-item: Page 8—Auctioneers' and Land Advertisements, etc. bbox=[426, 1808, 539, 1829]
quality-draper: THE QUALITY DRAPER, bbox=[172, 542, 279, 552]
goods-item: BLANKETS & bbox=[326, 247, 387, 257]
drapery-dept: DRAPERY DEPARTMENT. bbox=[18, 993, 140, 1003]
heyhoe-item: Dark Fancy Check Tweed, 3s 3d bbox=[164, 1284, 277, 1305]
goods-item: WOOLLEN GOODS. bbox=[313, 258, 400, 268]
varnham: VARNHAM AND ROSE, bbox=[433, 1096, 544, 1106]
price-item: Full double-size Colonial Blankets, 29/6, 33/-, 37/6, 45/-, 50/-, 55/-. bbox=[5, 1164, 139, 1196]
now: NOW bbox=[67, 1335, 91, 1345]
department: DEPARTMENT. bbox=[298, 624, 415, 642]
special-lines: SPECIAL LINES. SPECIAL LINES. bbox=[174, 576, 277, 602]
